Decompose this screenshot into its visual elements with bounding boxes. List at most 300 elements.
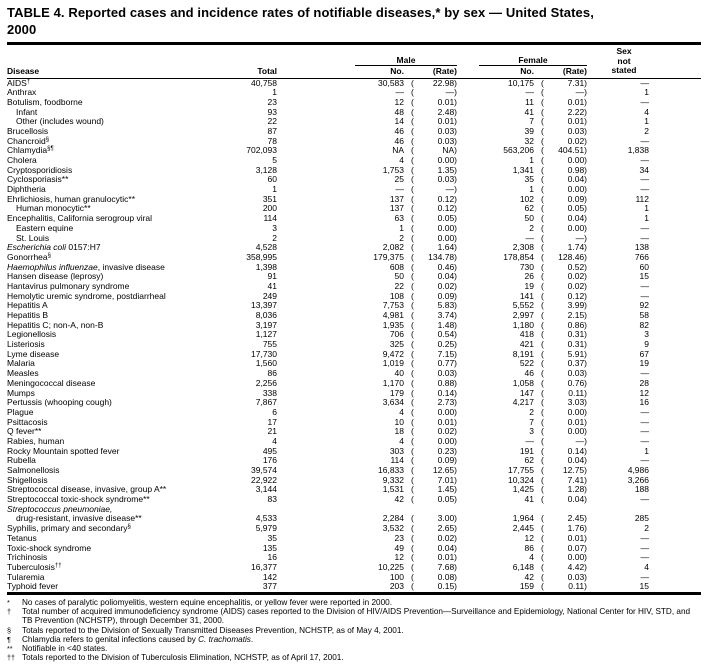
total-cell: 87: [267, 125, 277, 136]
open-paren: (: [411, 310, 414, 320]
sex-not-stated-cell: —: [640, 542, 649, 553]
total-cell: 22: [267, 116, 277, 127]
sex-not-stated-cell: 1: [644, 445, 649, 456]
rate-value: 0.00): [567, 426, 587, 437]
female-no-cell: 62: [524, 455, 534, 466]
open-paren: (: [411, 552, 414, 563]
footnote: [7, 653, 701, 662]
disease-label: Escherichia coli 0157:H7: [7, 242, 101, 253]
col-group-male: [277, 55, 457, 76]
rate-value: NA): [442, 145, 457, 156]
sex-not-stated-cell: —: [640, 426, 649, 437]
table-body: [7, 79, 701, 592]
disease-label: Cholera: [7, 155, 37, 165]
rate-value: 0.04): [437, 542, 457, 553]
open-paren: (: [541, 290, 544, 301]
open-paren: (: [541, 280, 544, 291]
female-no-cell: 147: [519, 387, 534, 398]
table-row: [7, 79, 701, 89]
female-no-cell: 1,180: [512, 319, 534, 330]
female-no-cell: 62: [524, 203, 534, 214]
table-row: [7, 553, 701, 563]
female-no-cell: 26: [524, 271, 534, 282]
disease-label: Plague: [7, 406, 34, 417]
total-cell: 4: [272, 435, 277, 446]
total-cell: 13,397: [251, 300, 277, 311]
sex-not-stated-cell: —: [640, 280, 649, 291]
rate-value: 0.09): [437, 455, 457, 466]
sex-not-stated-cell: —: [640, 368, 649, 379]
footnote-symbol: ††: [7, 653, 15, 663]
open-paren: (: [541, 435, 544, 446]
footnote: [7, 626, 701, 635]
total-cell: 17: [267, 416, 277, 427]
rate-value: 2.65): [437, 523, 457, 534]
male-no-cell: 3,532: [382, 523, 404, 534]
total-cell: 22,922: [251, 474, 277, 485]
male-no-cell: 4: [399, 435, 404, 446]
female-no-cell: 418: [519, 329, 534, 340]
open-paren: (: [541, 542, 544, 553]
open-paren: (: [541, 77, 544, 88]
open-paren: (: [411, 435, 414, 446]
table-row: [7, 127, 701, 137]
rate-value: 0.02): [567, 280, 587, 291]
female-no-cell: 730: [519, 261, 534, 272]
female-no-cell: 159: [519, 581, 534, 592]
female-no-cell: 1: [529, 155, 534, 165]
table-row: [7, 243, 701, 253]
footnote-text: Notifiable in <40 states.: [22, 643, 108, 653]
disease-label: Q fever**: [7, 426, 42, 437]
open-paren: (: [541, 116, 544, 127]
table-row: [7, 108, 701, 118]
table-row: [7, 427, 701, 437]
female-rate-cell: [534, 495, 587, 505]
open-paren: (: [411, 232, 414, 243]
female-no-cell: 8,191: [512, 348, 534, 359]
male-no-cell: 7,753: [382, 300, 404, 311]
male-no-cell: 49: [394, 542, 404, 553]
disease-label: Typhoid fever: [7, 581, 59, 592]
table-row: [7, 166, 701, 176]
male-no-cell: 4: [399, 155, 404, 165]
rate-value: 0.01): [437, 552, 457, 563]
female-no-cell: 41: [524, 494, 534, 505]
rate-value: 1.48): [437, 319, 457, 330]
col-header-female-rate: (Rate): [562, 65, 587, 76]
female-no-cell: 7: [529, 116, 534, 127]
male-no-cell: 100: [389, 571, 404, 582]
male-no-cell: 608: [389, 261, 404, 272]
disease-label: Hepatitis A: [7, 300, 48, 311]
col-header-female: Female: [479, 55, 587, 66]
rate-value: 0.04): [567, 494, 587, 505]
sex-not-stated-cell: —: [640, 184, 649, 195]
rate-value: 3.99): [567, 300, 587, 311]
male-no-cell: 46: [394, 125, 404, 136]
rate-value: 0.15): [437, 581, 457, 592]
rate-value: 0.14): [567, 445, 587, 456]
table-row: [7, 98, 701, 108]
open-paren: (: [541, 184, 544, 195]
rate-value: 0.46): [437, 261, 457, 272]
male-no-cell: 325: [389, 339, 404, 350]
open-paren: (: [411, 368, 414, 379]
open-paren: (: [411, 581, 414, 592]
female-no-cell: 46: [524, 368, 534, 379]
sex-not-stated-cell: 285: [634, 513, 649, 524]
footnote-symbol: **: [7, 643, 13, 653]
female-no-cell: 35: [524, 174, 534, 185]
open-paren: (: [541, 106, 544, 117]
female-no-cell: 2: [529, 222, 534, 233]
total-cell: 135: [262, 542, 277, 553]
open-paren: (: [541, 426, 544, 437]
total-cell: 3: [272, 222, 277, 233]
open-paren: (: [411, 426, 414, 437]
female-no-cell: 522: [519, 358, 534, 369]
female-no-cell: 4,217: [512, 397, 534, 408]
footnote: [7, 607, 701, 625]
sex-not-stated-cell: —: [640, 290, 649, 301]
disease-label: Pertussis (whooping cough): [7, 397, 112, 408]
total-cell: 83: [267, 494, 277, 505]
open-paren: (: [411, 542, 414, 553]
male-no-cell: 4: [399, 406, 404, 417]
open-paren: (: [541, 329, 544, 340]
rate-value: 4.42): [567, 561, 587, 572]
rate-value: 2.15): [567, 310, 587, 320]
table-row: [7, 301, 701, 311]
rate-value: 0.09): [567, 193, 587, 204]
rate-value: 0.04): [567, 174, 587, 185]
male-no-cell: —: [395, 184, 404, 195]
male-no-cell: 42: [394, 494, 404, 505]
open-paren: (: [411, 193, 414, 204]
disease-label: Cyclosporiasis**: [7, 174, 69, 185]
open-paren: (: [411, 242, 414, 253]
sex-not-stated-cell: 4,986: [627, 465, 649, 475]
sex-not-stated-cell: —: [640, 222, 649, 233]
table-row: [7, 292, 701, 302]
sex-not-stated-cell: —: [640, 552, 649, 563]
male-no-cell: 303: [389, 445, 404, 456]
sex-not-stated-cell: 1: [644, 213, 649, 224]
disease-label: Legionellosis: [7, 329, 57, 340]
sex-not-stated-cell: 1: [644, 116, 649, 127]
sex-not-stated-cell: 138: [634, 242, 649, 253]
rate-value: 0.01): [567, 116, 587, 127]
disease-label: Botulism, foodborne: [7, 96, 83, 107]
disease-label: Hantavirus pulmonary syndrome: [7, 280, 130, 291]
sex-not-stated-cell: 15: [639, 271, 649, 282]
male-no-cell: 50: [394, 271, 404, 282]
table-row: [7, 156, 701, 166]
rate-value: 0.05): [437, 494, 457, 505]
disease-label: Infant: [16, 106, 38, 117]
open-paren: (: [411, 561, 414, 572]
rate-value: 0.12): [567, 290, 587, 301]
table-row: [7, 146, 701, 156]
rate-value: 134.78): [428, 251, 457, 262]
rate-value: 0.54): [437, 329, 457, 340]
disease-label: Streptococcal disease, invasive, group A**: [7, 484, 167, 495]
sex-not-stated-cell: 28: [639, 377, 649, 388]
male-no-cell: 2,284: [382, 513, 404, 524]
female-no-cell: 42: [524, 571, 534, 582]
table-row: [7, 544, 701, 554]
open-paren: (: [541, 271, 544, 282]
open-paren: (: [541, 319, 544, 330]
open-paren: (: [541, 348, 544, 359]
rate-value: 0.31): [567, 339, 587, 350]
sex-not-stated-cell: 3: [644, 329, 649, 340]
rate-value: —): [575, 232, 587, 243]
open-paren: (: [541, 397, 544, 408]
open-paren: (: [411, 358, 414, 369]
rate-value: 0.12): [437, 193, 457, 204]
rate-value: 0.09): [437, 290, 457, 301]
open-paren: (: [541, 465, 544, 475]
total-cell: 93: [267, 106, 277, 117]
female-no-cell: 50: [524, 213, 534, 224]
footnote: [7, 644, 701, 653]
rate-value: 0.02): [567, 135, 587, 146]
rate-value: 0.12): [437, 203, 457, 214]
rate-value: 0.01): [437, 116, 457, 127]
sex-not-stated-cell: —: [640, 77, 649, 88]
disease-label: Chancroid§: [7, 135, 50, 146]
open-paren: (: [411, 348, 414, 359]
open-paren: (: [411, 445, 414, 456]
disease-label: Measles: [7, 368, 39, 379]
open-paren: (: [541, 155, 544, 165]
rate-value: 0.03): [437, 174, 457, 185]
disease-label: Brucellosis: [7, 125, 49, 136]
open-paren: (: [541, 193, 544, 204]
male-no-cell: 1,753: [382, 164, 404, 175]
open-paren: (: [411, 96, 414, 107]
sex-not-stated-cell: —: [640, 571, 649, 582]
footnote-symbol: †: [7, 607, 11, 617]
rate-value: 0.04): [437, 271, 457, 282]
open-paren: (: [541, 523, 544, 534]
rate-value: 0.00): [437, 406, 457, 417]
open-paren: (: [411, 261, 414, 272]
table-row: [7, 340, 701, 350]
rate-value: 0.98): [567, 164, 587, 175]
rate-value: 404.51): [558, 145, 587, 156]
rate-value: 5.91): [567, 348, 587, 359]
open-paren: (: [411, 222, 414, 233]
male-no-cell: 108: [389, 290, 404, 301]
disease-label: Gonorrhea§: [7, 251, 51, 262]
table-row: [7, 582, 701, 592]
male-no-cell: 25: [394, 174, 404, 185]
col-header-sex-not-stated: Sex not stated: [611, 46, 637, 75]
open-paren: (: [541, 377, 544, 388]
total-cell: 8,036: [255, 310, 277, 320]
rate-value: 0.00): [437, 155, 457, 165]
rate-value: 0.03): [567, 571, 587, 582]
total-cell: 5,979: [255, 523, 277, 534]
table-row: [7, 311, 701, 321]
total-cell: 1: [272, 184, 277, 195]
disease-label: Rubella: [7, 455, 36, 466]
total-cell: 358,995: [246, 251, 277, 262]
table-row: [7, 330, 701, 340]
male-no-cell: 22: [394, 280, 404, 291]
disease-label: Streptococcus pneumoniae,: [7, 503, 113, 514]
total-cell: 60: [267, 174, 277, 185]
total-cell: 176: [262, 455, 277, 466]
open-paren: (: [411, 106, 414, 117]
table-row: [7, 263, 701, 273]
open-paren: (: [411, 203, 414, 214]
disease-label: Rabies, human: [7, 435, 65, 446]
sex-not-stated-cell: 3,266: [627, 474, 649, 485]
rate-value: 7.41): [567, 474, 587, 485]
open-paren: (: [411, 513, 414, 524]
table-row: [7, 573, 701, 583]
disease-label: Tularemia: [7, 571, 45, 582]
disease-label: Lyme disease: [7, 348, 60, 359]
open-paren: (: [541, 251, 544, 262]
total-cell: 755: [262, 339, 277, 350]
male-no-cell: 23: [394, 532, 404, 543]
disease-label: St. Louis: [16, 232, 50, 243]
table-row: [7, 350, 701, 360]
open-paren: (: [411, 280, 414, 291]
female-no-cell: —: [525, 435, 534, 446]
table-row: [7, 214, 701, 224]
female-no-cell: 141: [519, 290, 534, 301]
open-paren: (: [541, 125, 544, 136]
sex-not-stated-cell: —: [640, 232, 649, 243]
total-cell: 338: [262, 387, 277, 398]
table-row: [7, 524, 701, 534]
open-paren: (: [411, 213, 414, 224]
rate-value: 0.00): [437, 232, 457, 243]
table-row: [7, 224, 701, 234]
disease-label: Mumps: [7, 387, 35, 398]
female-no-cell: 2,308: [512, 242, 534, 253]
total-cell: 16: [267, 552, 277, 563]
sex-not-stated-cell: 1: [644, 203, 649, 214]
open-paren: (: [411, 251, 414, 262]
male-no-cell: NA: [392, 145, 404, 156]
rate-value: 1.76): [567, 523, 587, 534]
sex-not-stated-cell: 92: [639, 300, 649, 311]
open-paren: (: [541, 174, 544, 185]
open-paren: (: [541, 300, 544, 311]
open-paren: (: [411, 571, 414, 582]
total-cell: 3,144: [255, 484, 277, 495]
sex-not-stated-cell: —: [640, 96, 649, 107]
male-no-cell: 46: [394, 135, 404, 146]
female-no-cell: —: [525, 87, 534, 98]
male-no-cell: 1: [399, 222, 404, 233]
rate-value: 0.86): [567, 319, 587, 330]
table-row: [7, 175, 701, 185]
col-group-female: [457, 55, 587, 76]
rate-value: 7.15): [437, 348, 457, 359]
rate-value: 0.04): [567, 213, 587, 224]
rate-value: 0.03): [567, 125, 587, 136]
col-header-male-no: No.: [390, 65, 404, 76]
disease-label: Hemolytic uremic syndrome, postdiarrheal: [7, 290, 166, 301]
female-no-cell: 17,755: [508, 465, 534, 475]
open-paren: (: [411, 523, 414, 534]
total-cell: 2,256: [255, 377, 277, 388]
total-cell: 3,128: [255, 164, 277, 175]
rate-value: 0.00): [567, 155, 587, 165]
male-no-cell: 10: [394, 416, 404, 427]
female-no-cell: 1: [529, 184, 534, 195]
total-cell: 6: [272, 406, 277, 417]
sex-not-stated-cell: 16: [639, 397, 649, 408]
total-cell: 3,197: [255, 319, 277, 330]
sex-not-stated-cell: 58: [639, 310, 649, 320]
rate-value: 0.05): [437, 213, 457, 224]
open-paren: (: [541, 561, 544, 572]
female-no-cell: 102: [519, 193, 534, 204]
rate-value: 0.02): [437, 280, 457, 291]
rate-value: 128.46): [558, 251, 587, 262]
rate-value: 0.02): [567, 271, 587, 282]
rate-value: 5.83): [437, 300, 457, 311]
open-paren: (: [541, 484, 544, 495]
rate-value: 0.37): [567, 358, 587, 369]
sex-not-stated-cell: 15: [639, 581, 649, 592]
male-no-cell: 2,082: [382, 242, 404, 253]
open-paren: (: [411, 184, 414, 195]
open-paren: (: [541, 96, 544, 107]
open-paren: (: [541, 387, 544, 398]
table-row: [7, 379, 701, 389]
total-cell: 21: [267, 426, 277, 437]
female-no-cell: 11: [525, 96, 534, 107]
total-cell: 23: [267, 96, 277, 107]
rate-value: —): [575, 435, 587, 446]
open-paren: (: [411, 474, 414, 485]
rate-value: 1.28): [567, 484, 587, 495]
rate-value: 0.01): [437, 416, 457, 427]
sex-not-stated-cell: 19: [639, 358, 649, 369]
table-row: [7, 321, 701, 331]
table-row: [7, 534, 701, 544]
total-cell: 249: [262, 290, 277, 301]
total-cell: 17,730: [251, 348, 277, 359]
open-paren: (: [541, 135, 544, 146]
male-no-cell: 12: [394, 96, 404, 107]
open-paren: (: [541, 164, 544, 175]
open-paren: (: [411, 155, 414, 165]
male-no-cell: 14: [394, 116, 404, 127]
male-no-cell: 1,019: [382, 358, 404, 369]
female-no-cell: 10,324: [508, 474, 534, 485]
male-no-cell: 12: [394, 552, 404, 563]
col-header-disease: Disease: [7, 65, 40, 76]
table-row: [7, 398, 701, 408]
male-no-cell: 1,935: [382, 319, 404, 330]
male-no-cell: 2: [399, 232, 404, 243]
female-no-cell: 39: [524, 125, 534, 136]
female-no-cell: 12: [524, 532, 534, 543]
open-paren: (: [541, 552, 544, 563]
open-paren: (: [541, 203, 544, 214]
